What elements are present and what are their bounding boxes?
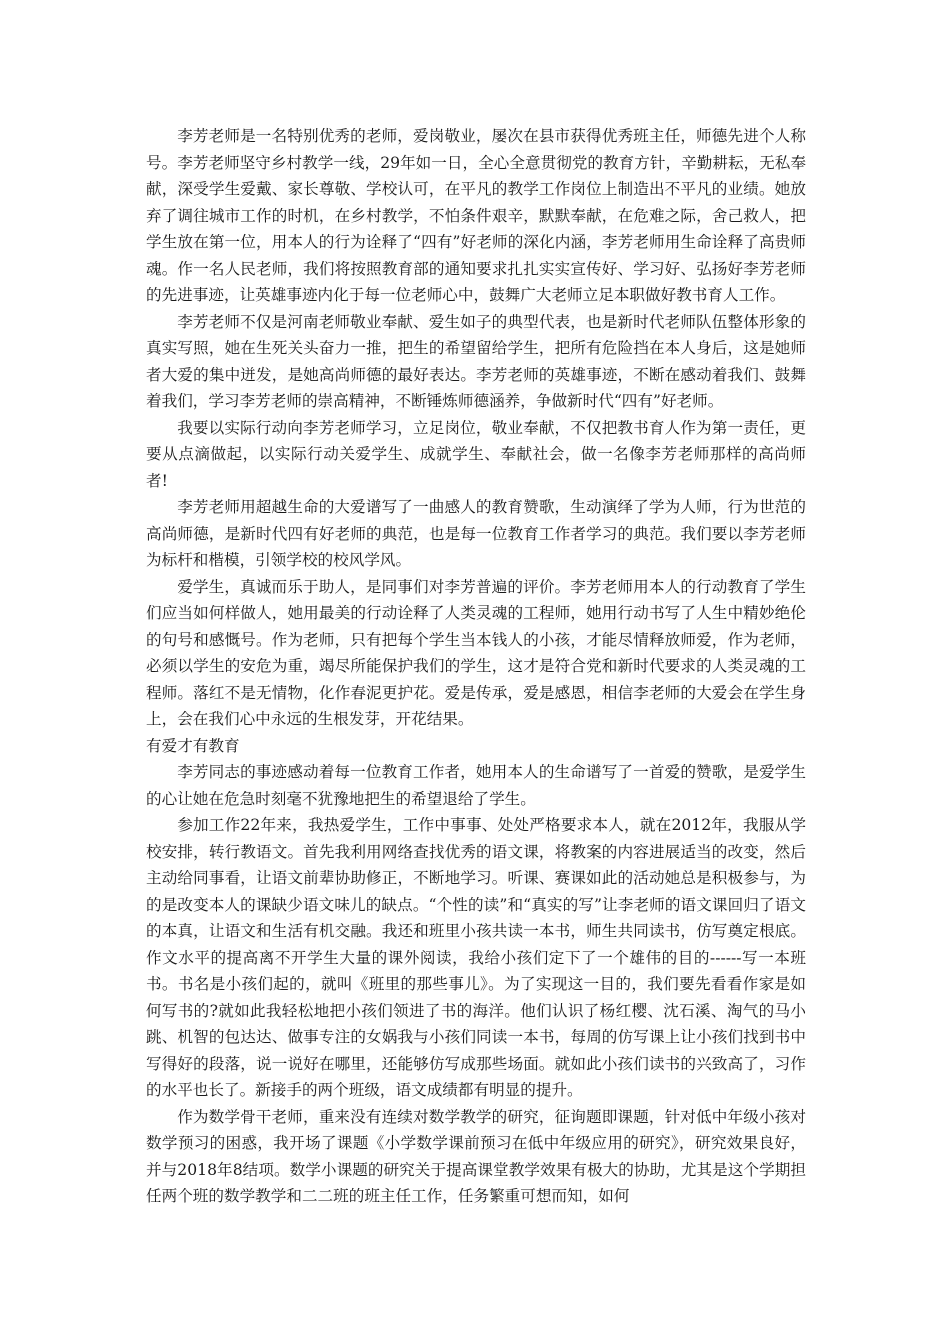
paragraph: 李芳同志的事迹感动着每一位教育工作者，她用本人的生命谱写了一首爱的赞歌，是爱学生的心让她在危急时刻毫不犹豫地把生的希望退给了学生。	[146, 763, 806, 808]
paragraph: 李芳老师用超越生命的大爱谱写了一曲感人的教育赞歌，生动演绎了学为人师，行为世范的高尚师德，是新时代四有好老师的典范，也是每一位教育工作者学习的典范。我们要以李芳老师为标杆和楷模，引领学校的校风学风。	[146, 498, 806, 569]
paragraph: 我要以实际行动向李芳老师学习，立足岗位，敬业奉献，不仅把教书育人作为第一责任，更要从点滴做起，以实际行动关爱学生、成就学生、奉献社会，做一名像李芳老师那样的高尚师者!	[146, 418, 806, 490]
paragraph: 李芳老师是一名特别优秀的老师，爱岗敬业，屡次在县市获得优秀班主任，师德先进个人称号。李芳老师坚守乡村教学一线，29年如一日，全心全意贯彻党的教育方针，辛勤耕耘，无私奉献，深受学生爱戴、家长尊敬、学校认可，在平凡的教学工作岗位上制造出不平凡的业绩。她放弃了调往城市工作的时机，在乡村教学，不怕条件艰辛，默默奉献，在危难之际，舍己救人，把学生放在第一位，用本人的行为诠释了“四有”好老师的深化内涵，李芳老师用生命诠释了高贵师魂。作一名人民老师，我们将按照教育部的通知要求扎扎实实宣传好、学习好、弘扬好李芳老师的先进事迹，让英雄事迹内化于每一位老师心中，鼓舞广大老师立足本职做好教书育人工作。	[146, 127, 806, 304]
paragraph: 参加工作22年来，我热爱学生，工作中事事、处处严格要求本人，就在2012年，我服从学校安排，转行教语文。首先我利用网络查找优秀的语文课，将教案的内容进展适当的改变，然后主动给同事看，让语文前辈协助修正，不断地学习。听课、赛课如此的活动她总是积极参与，为的是改变本人的课缺少语文味儿的缺点。“个性的读”和“真实的写”让李老师的语文课回归了语文的本真，让语文和生活有机交融。我还和班里小孩共读一本书，师生共同读书，仿写奠定根底。作文水平的提高离不开学生大量的课外阅读，我给小孩们定下了一个雄伟的目的------写一本班书。书名是小孩们起的，就叫《班里的那些事儿》。为了实现这一目的，我们要先看看作家是如何写书的?就如此我轻松地把小孩们领进了书的海洋。他们认识了杨红樱、沈石溪、淘气的马小跳、机智的包达达、做事专注的女娲我与小孩们同读一本书，每周的仿写课上让小孩们找到书中写得好的段落，说一说好在哪里，还能够仿写成那些场面。就如此小孩们读书的兴致高了，习作的水平也长了。新接手的两个班级，语文成绩都有明显的提升。	[146, 816, 806, 1099]
paragraph: 李芳老师不仅是河南老师敬业奉献、爱生如子的典型代表，也是新时代老师队伍整体形象的真实写照，她在生死关头奋力一推，把生的希望留给学生，把所有危险挡在本人身后，这是她师者大爱的集中迸发，是她高尚师德的最好表达。李芳老师的英雄事迹，不断在感动着我们、鼓舞着我们，学习李芳老师的崇高精神，不断锤炼师德涵养，争做新时代“四有”好老师。	[146, 312, 806, 410]
document-body	[146, 123, 806, 1210]
paragraph: 作为数学骨干老师，重来没有连续对数学教学的研究，征询题即课题，针对低中年级小孩对数学预习的困惑，我开场了课题《小学数学课前预习在低中年级应用的研究》，研究效果良好，并与2018年8结项。数学小课题的研究关于提高课堂教学效果有极大的协助，尤其是这个学期担任两个班的数学教学和二二班的班主任工作，任务繁重可想而知，如何	[146, 1107, 806, 1205]
section-heading: 有爱才有教育	[146, 736, 240, 755]
paragraph: 爱学生，真诚而乐于助人，是同事们对李芳普遍的评价。李芳老师用本人的行动教育了学生们应当如何样做人，她用最美的行动诠释了人类灵魂的工程师，她用行动书写了人生中精妙绝伦的句号和感慨号。作为老师，只有把每个学生当本钱人的小孩，才能尽情释放师爱，作为老师，必须以学生的安危为重，竭尽所能保护我们的学生，这才是符合党和新时代要求的人类灵魂的工程师。落红不是无情物，化作春泥更护花。爱是传承，爱是感恩，相信李老师的大爱会在学生身上，会在我们心中永远的生根发芽，开花结果。	[146, 577, 806, 728]
